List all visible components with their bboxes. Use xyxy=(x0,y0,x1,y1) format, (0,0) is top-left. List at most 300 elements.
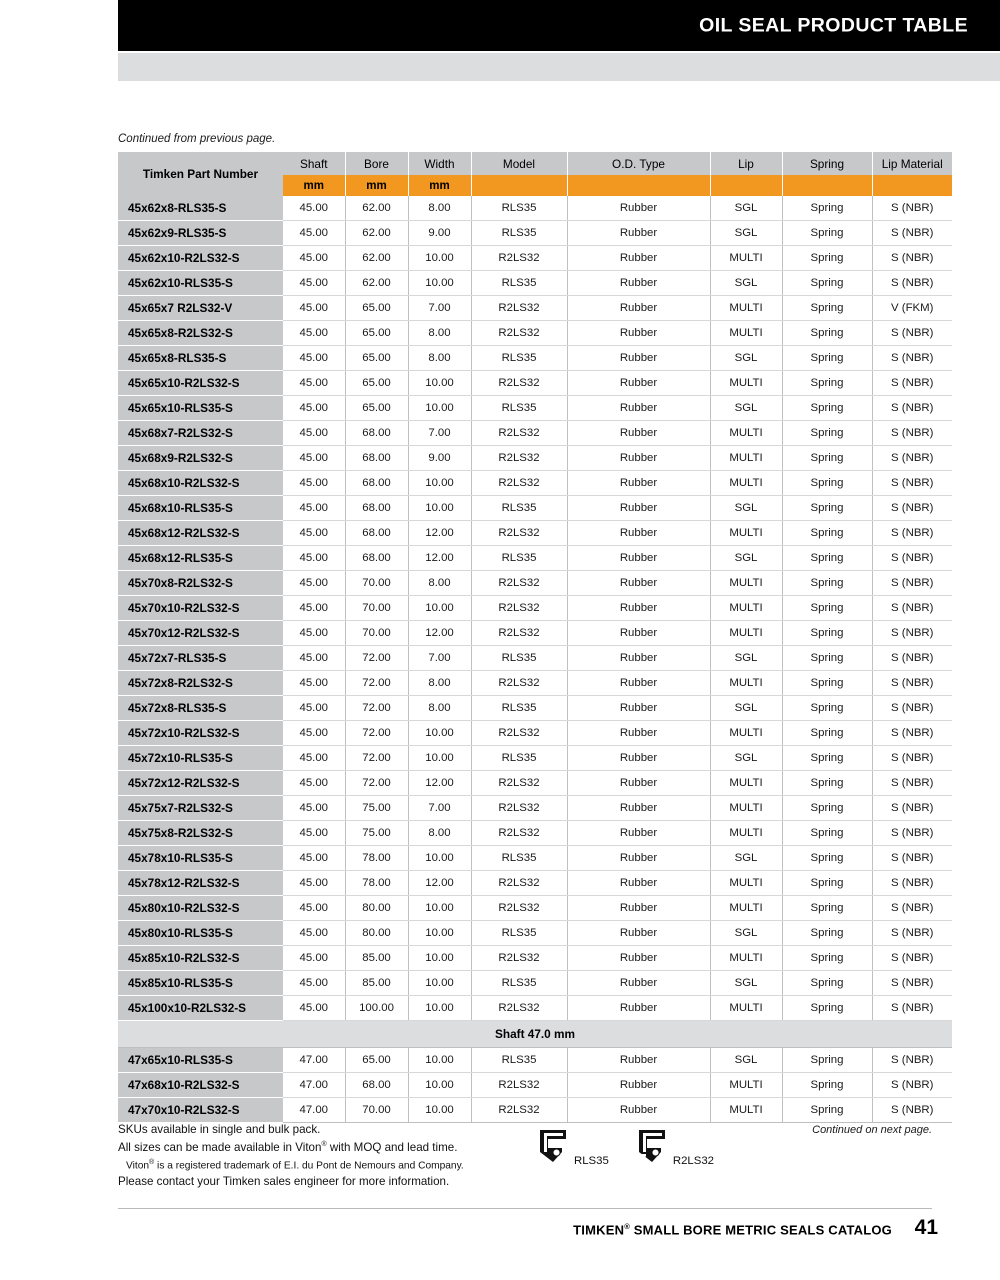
footnote-contact: Please contact your Timken sales engineer for more information. xyxy=(118,1174,450,1188)
table-row xyxy=(118,996,952,1021)
cell-width: 12.00 xyxy=(408,871,471,896)
column-header-shaft: Shaft xyxy=(283,152,345,175)
cell-part-number: 45x65x8-RLS35-S xyxy=(118,346,283,371)
cell-spring: Spring xyxy=(782,1048,872,1073)
cell-shaft: 45.00 xyxy=(283,971,345,996)
cell-part-number: 45x68x12-R2LS32-S xyxy=(118,521,283,546)
footer-divider xyxy=(118,1208,932,1209)
cell-od-type: Rubber xyxy=(567,621,710,646)
cell-lip-material: S (NBR) xyxy=(872,346,952,371)
cell-model: RLS35 xyxy=(471,971,567,996)
cell-od-type: Rubber xyxy=(567,421,710,446)
cell-lip: SGL xyxy=(710,396,782,421)
cell-width: 8.00 xyxy=(408,571,471,596)
page-title: OIL SEAL PRODUCT TABLE xyxy=(699,14,968,36)
cell-lip-material: S (NBR) xyxy=(872,246,952,271)
cell-width: 9.00 xyxy=(408,221,471,246)
cell-shaft: 45.00 xyxy=(283,696,345,721)
cell-spring: Spring xyxy=(782,271,872,296)
cell-model: R2LS32 xyxy=(471,371,567,396)
column-header-model: Model xyxy=(471,152,567,175)
cell-lip-material: S (NBR) xyxy=(872,621,952,646)
cell-spring: Spring xyxy=(782,846,872,871)
cell-lip-material: S (NBR) xyxy=(872,746,952,771)
cell-lip: MULTI xyxy=(710,421,782,446)
cell-part-number: 45x72x12-R2LS32-S xyxy=(118,771,283,796)
cell-lip-material: S (NBR) xyxy=(872,771,952,796)
cell-part-number: 45x68x7-R2LS32-S xyxy=(118,421,283,446)
cell-shaft: 47.00 xyxy=(283,1048,345,1073)
cell-part-number: 45x72x8-R2LS32-S xyxy=(118,671,283,696)
cell-lip: SGL xyxy=(710,846,782,871)
cell-shaft: 45.00 xyxy=(283,546,345,571)
cell-model: RLS35 xyxy=(471,646,567,671)
cell-lip-material: S (NBR) xyxy=(872,1048,952,1073)
cell-spring: Spring xyxy=(782,321,872,346)
cell-part-number: 45x72x8-RLS35-S xyxy=(118,696,283,721)
cell-part-number: 45x65x10-RLS35-S xyxy=(118,396,283,421)
cell-shaft: 45.00 xyxy=(283,721,345,746)
legend-item-r2ls32 xyxy=(635,1128,714,1169)
column-header-lip-material: Lip Material xyxy=(872,152,952,175)
cell-part-number: 45x68x10-RLS35-S xyxy=(118,496,283,521)
cell-shaft: 47.00 xyxy=(283,1073,345,1098)
cell-lip: SGL xyxy=(710,196,782,221)
cell-part-number: 45x78x10-RLS35-S xyxy=(118,846,283,871)
cell-bore: 65.00 xyxy=(345,396,408,421)
cell-bore: 65.00 xyxy=(345,1048,408,1073)
cell-lip: MULTI xyxy=(710,796,782,821)
cell-od-type: Rubber xyxy=(567,896,710,921)
registered-mark-icon: ® xyxy=(321,1141,327,1149)
table-row xyxy=(118,871,952,896)
cell-lip: SGL xyxy=(710,346,782,371)
cell-model: R2LS32 xyxy=(471,771,567,796)
cell-spring: Spring xyxy=(782,746,872,771)
continued-next-note: Continued on next page. xyxy=(812,1124,932,1136)
cell-lip-material: S (NBR) xyxy=(872,871,952,896)
cell-part-number: 45x70x12-R2LS32-S xyxy=(118,621,283,646)
cell-lip: MULTI xyxy=(710,471,782,496)
cell-part-number: 47x70x10-R2LS32-S xyxy=(118,1098,283,1123)
cell-bore: 62.00 xyxy=(345,221,408,246)
cell-model: RLS35 xyxy=(471,696,567,721)
cell-od-type: Rubber xyxy=(567,346,710,371)
table-row xyxy=(118,221,952,246)
cell-lip-material: S (NBR) xyxy=(872,546,952,571)
cell-spring: Spring xyxy=(782,221,872,246)
cell-shaft: 45.00 xyxy=(283,796,345,821)
cell-width: 7.00 xyxy=(408,421,471,446)
cell-lip: SGL xyxy=(710,921,782,946)
cell-bore: 80.00 xyxy=(345,896,408,921)
cell-shaft: 45.00 xyxy=(283,246,345,271)
table-row xyxy=(118,596,952,621)
cell-spring: Spring xyxy=(782,646,872,671)
cell-spring: Spring xyxy=(782,871,872,896)
cell-lip-material: S (NBR) xyxy=(872,821,952,846)
cell-od-type: Rubber xyxy=(567,771,710,796)
cell-od-type: Rubber xyxy=(567,371,710,396)
legend-label-r2ls32: R2LS32 xyxy=(672,1155,715,1167)
unit-header-spring xyxy=(782,175,872,196)
table-row xyxy=(118,1098,952,1123)
cell-width: 10.00 xyxy=(408,946,471,971)
cell-lip-material: S (NBR) xyxy=(872,396,952,421)
cell-bore: 68.00 xyxy=(345,496,408,521)
cell-width: 9.00 xyxy=(408,446,471,471)
cell-shaft: 45.00 xyxy=(283,446,345,471)
cell-lip: MULTI xyxy=(710,296,782,321)
registered-mark-icon: ® xyxy=(149,1159,155,1167)
seal-r2ls32-icon xyxy=(635,1128,669,1169)
cell-lip-material: S (NBR) xyxy=(872,1098,952,1123)
table-body xyxy=(118,196,952,1123)
cell-model: RLS35 xyxy=(471,846,567,871)
cell-model: R2LS32 xyxy=(471,421,567,446)
footnote-viton-availability xyxy=(118,1137,518,1155)
unit-header-bore: mm xyxy=(345,175,408,196)
cell-width: 7.00 xyxy=(408,796,471,821)
cell-shaft: 45.00 xyxy=(283,571,345,596)
cell-od-type: Rubber xyxy=(567,271,710,296)
cell-bore: 72.00 xyxy=(345,671,408,696)
table-row xyxy=(118,246,952,271)
cell-shaft: 45.00 xyxy=(283,196,345,221)
cell-model: R2LS32 xyxy=(471,296,567,321)
cell-lip-material: S (NBR) xyxy=(872,696,952,721)
cell-lip-material: S (NBR) xyxy=(872,196,952,221)
cell-shaft: 45.00 xyxy=(283,746,345,771)
cell-bore: 62.00 xyxy=(345,246,408,271)
cell-part-number: 45x62x9-RLS35-S xyxy=(118,221,283,246)
table-row xyxy=(118,746,952,771)
column-header-width: Width xyxy=(408,152,471,175)
cell-lip-material: S (NBR) xyxy=(872,646,952,671)
column-header-part-number: Timken Part Number xyxy=(118,152,283,196)
cell-bore: 70.00 xyxy=(345,596,408,621)
cell-lip-material: S (NBR) xyxy=(872,796,952,821)
cell-spring: Spring xyxy=(782,196,872,221)
cell-width: 10.00 xyxy=(408,846,471,871)
cell-part-number: 45x72x10-R2LS32-S xyxy=(118,721,283,746)
cell-lip-material: S (NBR) xyxy=(872,371,952,396)
cell-model: R2LS32 xyxy=(471,596,567,621)
cell-model: RLS35 xyxy=(471,546,567,571)
cell-model: R2LS32 xyxy=(471,1073,567,1098)
cell-bore: 70.00 xyxy=(345,1098,408,1123)
cell-bore: 68.00 xyxy=(345,521,408,546)
cell-model: R2LS32 xyxy=(471,721,567,746)
table-row xyxy=(118,421,952,446)
cell-bore: 65.00 xyxy=(345,346,408,371)
table-row xyxy=(118,696,952,721)
cell-lip-material: S (NBR) xyxy=(872,671,952,696)
cell-od-type: Rubber xyxy=(567,296,710,321)
cell-lip-material: S (NBR) xyxy=(872,321,952,346)
page-banner xyxy=(118,0,1000,51)
cell-shaft: 45.00 xyxy=(283,871,345,896)
footnote-viton-availability-a: All sizes can be made available in Viton xyxy=(118,1141,322,1155)
cell-lip-material: S (NBR) xyxy=(872,896,952,921)
cell-lip-material: S (NBR) xyxy=(872,721,952,746)
legend-label-rls35: RLS35 xyxy=(574,1155,609,1167)
cell-lip-material: S (NBR) xyxy=(872,471,952,496)
cell-width: 8.00 xyxy=(408,321,471,346)
oil-seal-table-wrapper xyxy=(118,152,943,1123)
table-row xyxy=(118,671,952,696)
cell-model: RLS35 xyxy=(471,196,567,221)
cell-bore: 72.00 xyxy=(345,646,408,671)
cell-lip: MULTI xyxy=(710,721,782,746)
cell-od-type: Rubber xyxy=(567,921,710,946)
cell-shaft: 45.00 xyxy=(283,821,345,846)
cell-bore: 78.00 xyxy=(345,871,408,896)
footnotes-block xyxy=(118,1122,518,1189)
cell-lip: MULTI xyxy=(710,671,782,696)
cell-shaft: 45.00 xyxy=(283,896,345,921)
cell-bore: 68.00 xyxy=(345,1073,408,1098)
column-header-spring: Spring xyxy=(782,152,872,175)
cell-part-number: 45x68x12-RLS35-S xyxy=(118,546,283,571)
cell-model: RLS35 xyxy=(471,921,567,946)
seal-legend xyxy=(536,1128,714,1169)
cell-width: 7.00 xyxy=(408,646,471,671)
cell-od-type: Rubber xyxy=(567,946,710,971)
cell-model: RLS35 xyxy=(471,496,567,521)
cell-model: R2LS32 xyxy=(471,996,567,1021)
cell-od-type: Rubber xyxy=(567,846,710,871)
table-row xyxy=(118,821,952,846)
cell-od-type: Rubber xyxy=(567,746,710,771)
cell-width: 10.00 xyxy=(408,246,471,271)
table-row xyxy=(118,771,952,796)
cell-lip-material: S (NBR) xyxy=(872,221,952,246)
banner-gray-band xyxy=(118,53,1000,81)
cell-od-type: Rubber xyxy=(567,996,710,1021)
table-row xyxy=(118,346,952,371)
cell-lip: SGL xyxy=(710,546,782,571)
cell-bore: 75.00 xyxy=(345,796,408,821)
cell-width: 12.00 xyxy=(408,621,471,646)
cell-part-number: 45x78x12-R2LS32-S xyxy=(118,871,283,896)
cell-spring: Spring xyxy=(782,996,872,1021)
table-row xyxy=(118,1073,952,1098)
cell-spring: Spring xyxy=(782,446,872,471)
catalog-footer-b: SMALL BORE METRIC SEALS CATALOG xyxy=(629,1222,892,1238)
cell-bore: 65.00 xyxy=(345,371,408,396)
cell-width: 10.00 xyxy=(408,921,471,946)
cell-model: R2LS32 xyxy=(471,671,567,696)
cell-od-type: Rubber xyxy=(567,721,710,746)
cell-width: 10.00 xyxy=(408,271,471,296)
cell-bore: 72.00 xyxy=(345,696,408,721)
cell-shaft: 45.00 xyxy=(283,396,345,421)
cell-od-type: Rubber xyxy=(567,1098,710,1123)
cell-spring: Spring xyxy=(782,621,872,646)
cell-width: 10.00 xyxy=(408,746,471,771)
cell-bore: 72.00 xyxy=(345,721,408,746)
table-row xyxy=(118,621,952,646)
cell-bore: 85.00 xyxy=(345,946,408,971)
cell-lip: MULTI xyxy=(710,871,782,896)
cell-od-type: Rubber xyxy=(567,246,710,271)
cell-lip: MULTI xyxy=(710,596,782,621)
cell-shaft: 45.00 xyxy=(283,421,345,446)
cell-spring: Spring xyxy=(782,296,872,321)
cell-width: 10.00 xyxy=(408,1098,471,1123)
cell-spring: Spring xyxy=(782,796,872,821)
cell-od-type: Rubber xyxy=(567,971,710,996)
cell-spring: Spring xyxy=(782,596,872,621)
cell-spring: Spring xyxy=(782,421,872,446)
cell-width: 10.00 xyxy=(408,971,471,996)
cell-bore: 70.00 xyxy=(345,571,408,596)
table-row xyxy=(118,971,952,996)
cell-spring: Spring xyxy=(782,721,872,746)
cell-lip: MULTI xyxy=(710,321,782,346)
column-header-lip: Lip xyxy=(710,152,782,175)
seal-rls35-icon xyxy=(536,1128,570,1169)
catalog-footer-a: TIMKEN xyxy=(573,1222,625,1238)
cell-od-type: Rubber xyxy=(567,821,710,846)
cell-lip: SGL xyxy=(710,696,782,721)
cell-shaft: 45.00 xyxy=(283,771,345,796)
oil-seal-product-table xyxy=(118,152,952,1123)
cell-od-type: Rubber xyxy=(567,571,710,596)
cell-width: 10.00 xyxy=(408,396,471,421)
table-row xyxy=(118,921,952,946)
cell-model: R2LS32 xyxy=(471,571,567,596)
column-header-od-type: O.D. Type xyxy=(567,152,710,175)
cell-model: R2LS32 xyxy=(471,471,567,496)
cell-spring: Spring xyxy=(782,471,872,496)
unit-header-od-type xyxy=(567,175,710,196)
table-row xyxy=(118,271,952,296)
cell-shaft: 45.00 xyxy=(283,946,345,971)
cell-spring: Spring xyxy=(782,671,872,696)
table-row xyxy=(118,296,952,321)
cell-od-type: Rubber xyxy=(567,446,710,471)
cell-od-type: Rubber xyxy=(567,396,710,421)
cell-model: R2LS32 xyxy=(471,946,567,971)
table-header-row-titles xyxy=(118,152,952,175)
cell-width: 10.00 xyxy=(408,896,471,921)
cell-lip-material: S (NBR) xyxy=(872,446,952,471)
cell-width: 10.00 xyxy=(408,371,471,396)
cell-bore: 100.00 xyxy=(345,996,408,1021)
table-row xyxy=(118,196,952,221)
cell-spring: Spring xyxy=(782,946,872,971)
table-row xyxy=(118,471,952,496)
cell-bore: 70.00 xyxy=(345,621,408,646)
cell-lip: MULTI xyxy=(710,621,782,646)
cell-lip: MULTI xyxy=(710,1073,782,1098)
cell-spring: Spring xyxy=(782,571,872,596)
cell-od-type: Rubber xyxy=(567,546,710,571)
cell-spring: Spring xyxy=(782,971,872,996)
cell-part-number: 45x100x10-R2LS32-S xyxy=(118,996,283,1021)
cell-part-number: 45x68x9-R2LS32-S xyxy=(118,446,283,471)
cell-part-number: 45x62x10-RLS35-S xyxy=(118,271,283,296)
table-row xyxy=(118,546,952,571)
table-row xyxy=(118,646,952,671)
footnote-viton-availability-b: with MOQ and lead time. xyxy=(326,1141,458,1155)
table-row xyxy=(118,396,952,421)
cell-part-number: 47x65x10-RLS35-S xyxy=(118,1048,283,1073)
cell-shaft: 45.00 xyxy=(283,671,345,696)
cell-bore: 75.00 xyxy=(345,821,408,846)
cell-part-number: 45x85x10-RLS35-S xyxy=(118,971,283,996)
cell-od-type: Rubber xyxy=(567,871,710,896)
cell-bore: 68.00 xyxy=(345,471,408,496)
cell-part-number: 45x68x10-R2LS32-S xyxy=(118,471,283,496)
cell-model: R2LS32 xyxy=(471,521,567,546)
footnote-viton-trademark-a: Viton xyxy=(126,1160,150,1172)
cell-lip-material: S (NBR) xyxy=(872,921,952,946)
cell-shaft: 45.00 xyxy=(283,321,345,346)
cell-part-number: 45x65x10-R2LS32-S xyxy=(118,371,283,396)
cell-shaft: 45.00 xyxy=(283,296,345,321)
legend-item-rls35 xyxy=(536,1128,609,1169)
cell-width: 8.00 xyxy=(408,346,471,371)
cell-lip-material: S (NBR) xyxy=(872,996,952,1021)
catalog-footer-title xyxy=(573,1222,892,1237)
cell-part-number: 45x72x10-RLS35-S xyxy=(118,746,283,771)
cell-model: R2LS32 xyxy=(471,246,567,271)
cell-spring: Spring xyxy=(782,1073,872,1098)
cell-lip-material: S (NBR) xyxy=(872,596,952,621)
cell-spring: Spring xyxy=(782,496,872,521)
cell-bore: 78.00 xyxy=(345,846,408,871)
cell-width: 8.00 xyxy=(408,196,471,221)
table-row xyxy=(118,946,952,971)
cell-lip-material: S (NBR) xyxy=(872,421,952,446)
cell-spring: Spring xyxy=(782,821,872,846)
cell-od-type: Rubber xyxy=(567,596,710,621)
cell-part-number: 45x65x7 R2LS32-V xyxy=(118,296,283,321)
cell-od-type: Rubber xyxy=(567,471,710,496)
cell-lip-material: V (FKM) xyxy=(872,296,952,321)
cell-part-number: 45x70x8-R2LS32-S xyxy=(118,571,283,596)
cell-width: 8.00 xyxy=(408,696,471,721)
cell-lip-material: S (NBR) xyxy=(872,271,952,296)
unit-header-lip-material xyxy=(872,175,952,196)
table-row xyxy=(118,371,952,396)
cell-od-type: Rubber xyxy=(567,221,710,246)
cell-part-number: 45x80x10-R2LS32-S xyxy=(118,896,283,921)
cell-bore: 80.00 xyxy=(345,921,408,946)
cell-spring: Spring xyxy=(782,371,872,396)
unit-header-model xyxy=(471,175,567,196)
cell-shaft: 45.00 xyxy=(283,221,345,246)
cell-width: 12.00 xyxy=(408,521,471,546)
cell-bore: 62.00 xyxy=(345,271,408,296)
cell-width: 12.00 xyxy=(408,771,471,796)
cell-spring: Spring xyxy=(782,546,872,571)
table-row xyxy=(118,321,952,346)
cell-model: R2LS32 xyxy=(471,896,567,921)
cell-shaft: 45.00 xyxy=(283,996,345,1021)
cell-bore: 72.00 xyxy=(345,746,408,771)
cell-spring: Spring xyxy=(782,896,872,921)
cell-model: R2LS32 xyxy=(471,446,567,471)
cell-shaft: 45.00 xyxy=(283,846,345,871)
cell-lip: SGL xyxy=(710,746,782,771)
unit-header-lip xyxy=(710,175,782,196)
cell-shaft: 45.00 xyxy=(283,346,345,371)
cell-od-type: Rubber xyxy=(567,796,710,821)
